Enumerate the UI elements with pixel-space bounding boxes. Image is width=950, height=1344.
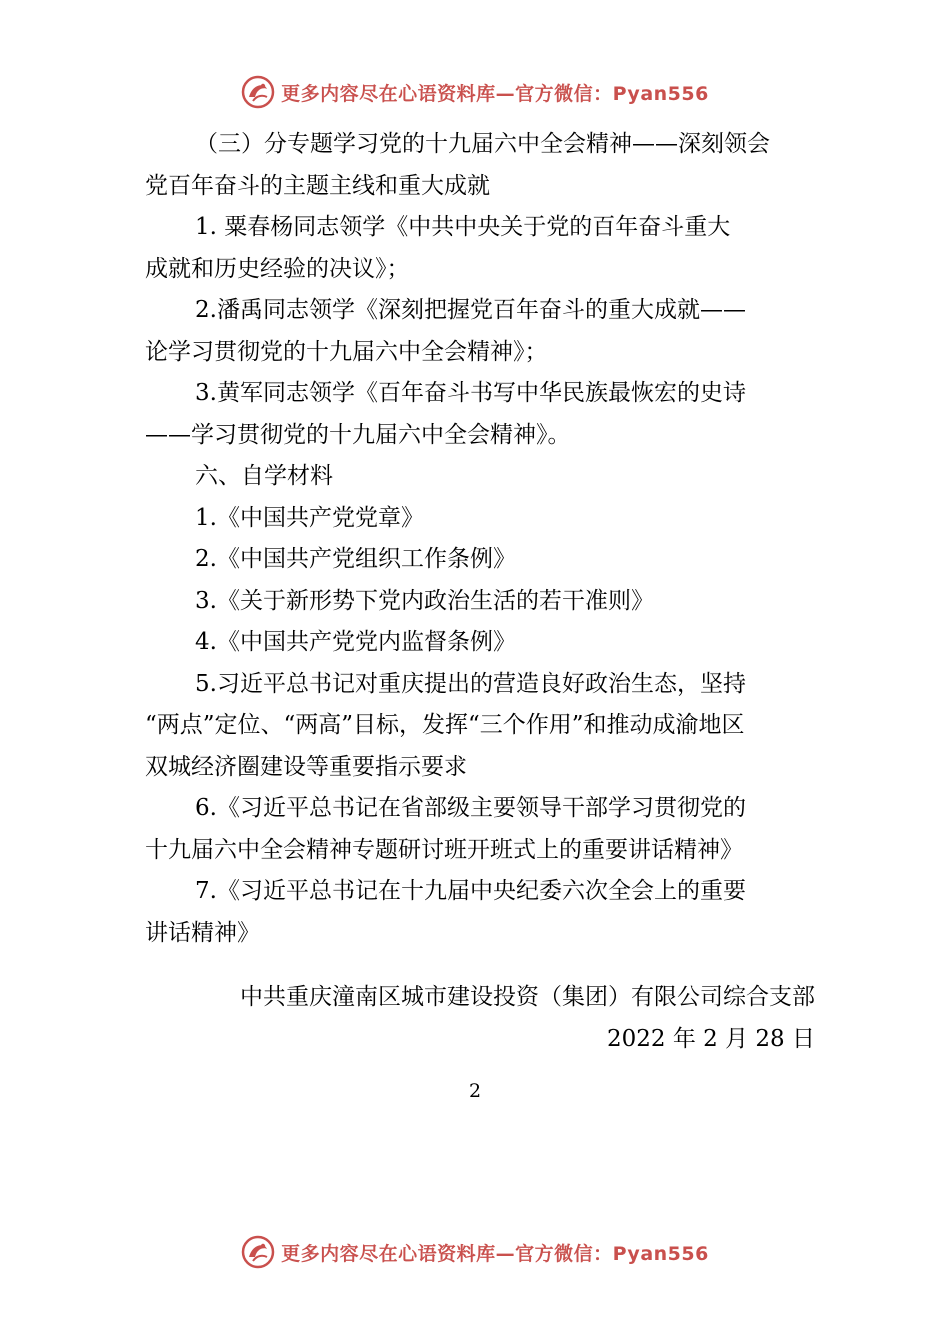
- section3-item-2-line-2: 论学习贯彻党的十九届六中全会精神》；: [145, 338, 548, 365]
- section3-item-1-line-2: 成就和历史经验的决议》；: [145, 255, 410, 282]
- section3-item-3-line-1: 3.黄军同志领学《百年奋斗书写中华民族最恢宏的史诗: [195, 380, 746, 406]
- section6-item-7-line-2: 讲话精神》: [145, 919, 260, 946]
- section3-title-line-2: 党百年奋斗的主题主线和重大成就: [145, 172, 490, 199]
- section3-item-2-line-1: 2.潘禹同志领学《深刻把握党百年奋斗的重大成就——: [195, 297, 746, 323]
- signature-date: 2022 年 2 月 28 日: [607, 1026, 815, 1052]
- section6-item-7-line-1: 7.《习近平总书记在十九届中央纪委六次全会上的重要: [195, 878, 746, 904]
- section3-title-line-1: （三）分专题学习党的十九届六中全会精神——深刻领会: [195, 131, 770, 157]
- section6-item-2: 2.《中国共产党组织工作条例》: [195, 546, 516, 572]
- section6-title: 六、自学材料: [195, 463, 333, 489]
- page-number: 2: [468, 1080, 482, 1102]
- section6-item-6-line-1: 6.《习近平总书记在省部级主要领导干部学习贯彻党的: [195, 795, 746, 821]
- watermark-bottom: [0, 1232, 950, 1272]
- swirl-logo-icon: [241, 75, 275, 109]
- signature-organization: 中共重庆潼南区城市建设投资（集团）有限公司综合支部: [240, 984, 815, 1010]
- section6-item-5-line-1: 5.习近平总书记对重庆提出的营造良好政治生态，坚持: [195, 670, 746, 697]
- section3-item-1-line-1: 1. 粟春杨同志领学《中共中央关于党的百年奋斗重大: [195, 214, 731, 240]
- watermark-top: [0, 72, 950, 112]
- section3-item-3-line-2: ——学习贯彻党的十九届六中全会精神》。: [145, 421, 571, 448]
- watermark-text: 更多内容尽在心语资料库—官方微信：Pyan556: [281, 82, 709, 105]
- section6-item-3: 3.《关于新形势下党内政治生活的若干准则》: [195, 587, 654, 614]
- section6-item-6-line-2: 十九届六中全会精神专题研讨班开班式上的重要讲话精神》: [145, 836, 743, 863]
- section6-item-5-line-3: 双城经济圈建设等重要指示要求: [145, 753, 467, 780]
- section6-item-1: 1.《中国共产党党章》: [195, 504, 424, 531]
- section6-item-4: 4.《中国共产党党内监督条例》: [195, 629, 516, 655]
- document-body: [145, 124, 815, 1060]
- section6-item-5-line-2: “两点”定位、“两高”目标，发挥“三个作用”和推动成渝地区: [145, 712, 745, 738]
- watermark-text: 更多内容尽在心语资料库—官方微信：Pyan556: [281, 1242, 709, 1265]
- swirl-logo-icon: [241, 1235, 275, 1269]
